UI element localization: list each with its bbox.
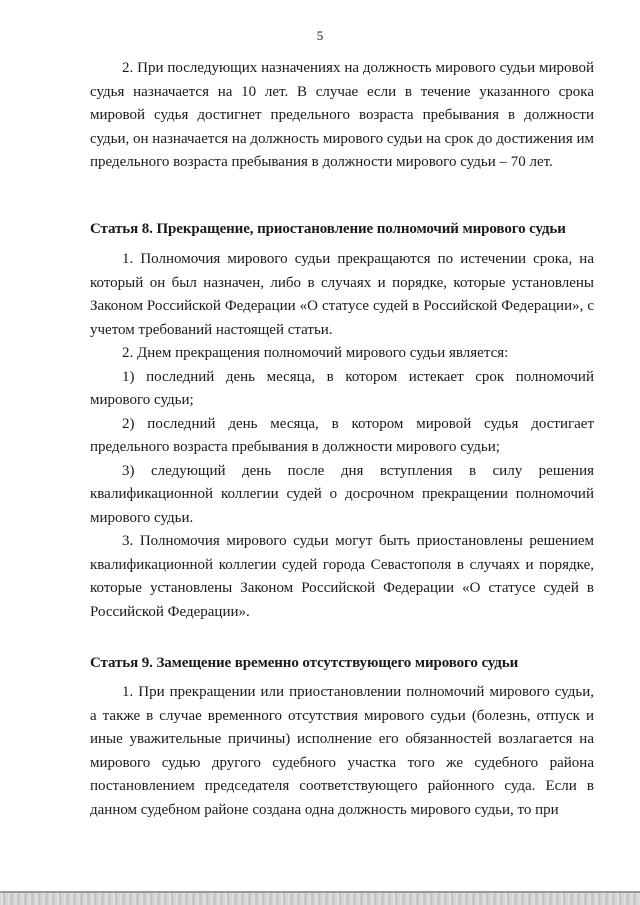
paragraph: 3. Полномочия мирового судьи могут быть приостановлены решением квалификационной коллегии судей города Севастополя в случаях и порядке, которые установлены Законом Российской Федерации «О статусе судей в Российской Федерации». xyxy=(90,533,594,620)
paragraph: 2. Днем прекращения полномочий мирового судьи является: xyxy=(122,345,509,361)
scan-edge-artifact xyxy=(0,893,640,905)
article-heading: Статья 9. Замещение временно отсутствующего мирового судьи xyxy=(90,655,519,671)
article-9-body xyxy=(90,681,594,822)
list-item: 3) следующий день после дня вступления в силу решения квалификационной коллегии судей о досрочном прекращении полномочий мирового судьи. xyxy=(90,462,594,526)
paragraph: 1. При прекращении или приостановлении полномочий мирового судьи, а также в случае временного отсутствия мирового судьи (болезнь, отпуск и иные уважительные причины) исполнение его обязанностей возлагается на мирового судью другого судебного участка того же судебного района постановлением председателя соответствующего районного суда. Если в данном судебном районе создана одна должность мирового судьи, то при xyxy=(90,684,594,818)
article-8-heading-block xyxy=(90,218,594,240)
list-item: 2) последний день месяца, в котором мировой судья достигает предельного возраста пребывания в должности мирового судьи; xyxy=(90,415,594,455)
article-heading: Статья 8. Прекращение, приостановление полномочий мирового судьи xyxy=(90,221,566,237)
paragraph: 1. Полномочия мирового судьи прекращаются по истечении срока, на который он был назначен, либо в случаях и порядке, которые установлены Законом Российской Федерации «О статусе судей в Российской Федерации», с учетом требований настоящей статьи. xyxy=(90,251,594,338)
paragraph: 2. При последующих назначениях на должность мирового судьи мировой судья назначается на 10 лет. В случае если в течение указанного срока мировой судья достигнет предельного возраста пребывания в должности судьи, он назначается на должность мирового судьи на срок до достижения им предельного возраста пребывания в должности мирового судьи – 70 лет. xyxy=(90,60,594,170)
list-item: 1) последний день месяца, в котором истекает срок полномочий мирового судьи; xyxy=(90,368,594,408)
article-8-body xyxy=(90,248,594,624)
article-7-continuation xyxy=(90,57,594,175)
article-9-heading-block xyxy=(90,652,594,674)
page-number: 5 xyxy=(316,28,324,43)
